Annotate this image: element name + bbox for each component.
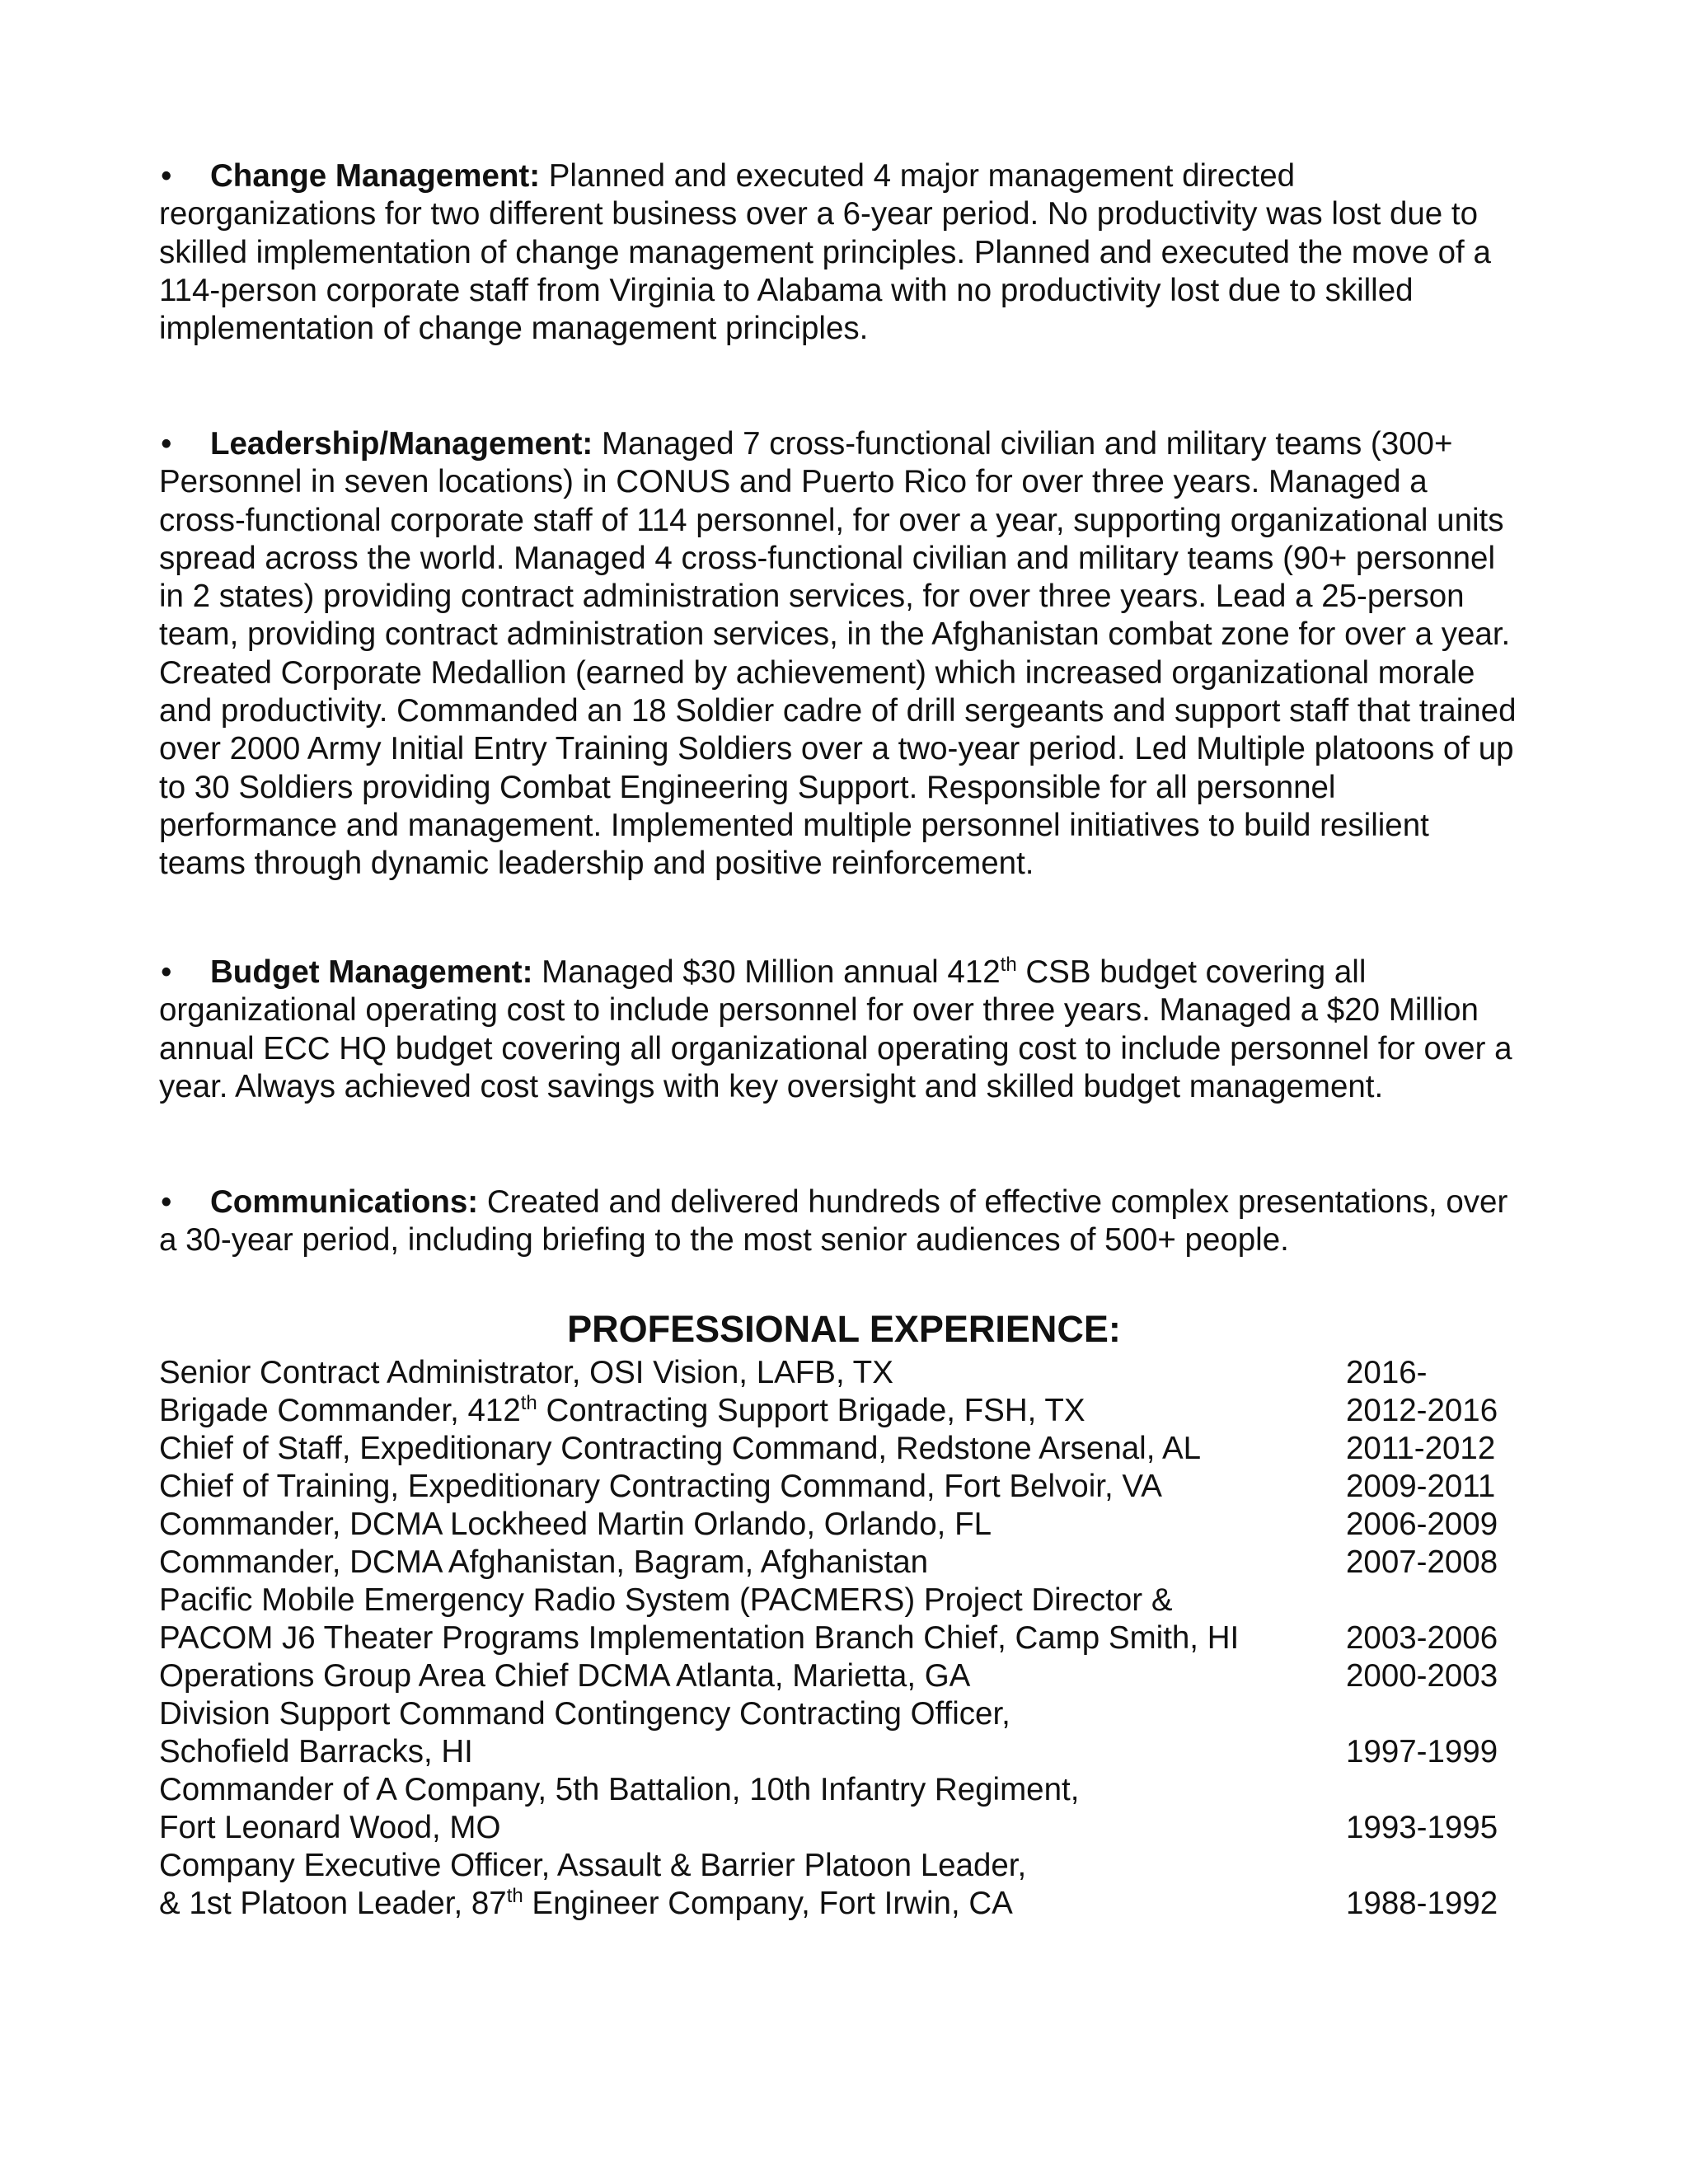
date-range: 2016- [1346,1355,1428,1390]
experience-row [159,1430,1519,1468]
position-title: Fort Leonard Wood, MO [159,1810,501,1845]
experience-row [159,1544,1519,1582]
ordinal-suffix: th [1000,954,1017,977]
position-title: Pacific Mobile Emergency Radio System (PACMERS) Project Director & [159,1582,1173,1618]
experience-row [159,1809,1519,1847]
position-title-part: & 1st Platoon Leader, 87 [159,1886,507,1921]
position-title-part: Brigade Commander, 412 [159,1393,521,1428]
date-range: 1997-1999 [1346,1734,1498,1769]
bullet-communications [159,1183,1519,1260]
date-range: 2007-2008 [1346,1544,1498,1580]
position-title: PACOM J6 Theater Programs Implementation Branch Chief, Camp Smith, HI [159,1620,1240,1656]
position-title [159,1885,1013,1923]
bullet-label: Leadership/Management: [210,426,593,462]
date-range: 1988-1992 [1346,1886,1498,1921]
experience-row [159,1885,1519,1923]
bullet-label: Communications: [210,1184,479,1220]
bullet-text: Managed $30 Million annual 412 [532,954,1001,990]
experience-row [159,1582,1519,1619]
position-title-part: Contracting Support Brigade, FSH, TX [537,1393,1085,1428]
bullet-icon: • [161,426,172,462]
experience-row [159,1733,1519,1771]
date-range: 2003-2006 [1346,1620,1498,1656]
position-title: Chief of Training, Expeditionary Contracting Command, Fort Belvoir, VA [159,1469,1162,1504]
date-range: 2006-2009 [1346,1507,1498,1542]
position-title [159,1392,1085,1430]
ordinal-suffix: th [506,1885,523,1908]
position-title: Commander of A Company, 5th Battalion, 10th Infantry Regiment, [159,1772,1080,1807]
date-range: 2011-2012 [1346,1431,1496,1466]
experience-row [159,1468,1519,1506]
bullet-icon: • [161,158,172,194]
date-range: 2000-2003 [1346,1658,1498,1694]
position-title: Schofield Barracks, HI [159,1734,473,1769]
position-title: Senior Contract Administrator, OSI Vision, LAFB, TX [159,1355,893,1390]
bullet-text-continued: CSB budget covering all organizational operating cost to include personnel for over three years. Managed a $20 Million annual ECC HQ budget covering all organizational operating cost to include personnel for over a year. Always achieved cost savings with key oversight and skilled budget management. [159,954,1512,1104]
experience-list [159,1354,1519,1923]
bullet-change-management [159,157,1519,348]
bullet-label: Change Management: [210,158,541,194]
professional-experience-heading: PROFESSIONAL EXPERIENCE: [567,1308,1121,1350]
experience-row [159,1657,1519,1695]
bullet-text: Planned and executed 4 major management directed reorganizations for two different business over a 6-year period. No productivity was lost due to skilled implementation of change management principles. Planned and executed the move of a 114-person corporate staff from Virginia to Alabama with no productivity lost due to skilled implementation of change management principles. [159,158,1491,347]
bullet-text: Managed 7 cross-functional civilian and military teams (300+ Personnel in seven locations) in CONUS and Puerto Rico for over three years. Managed a cross-functional corporate staff of 114 personnel, for over a year, supporting organizational units spread across the world. Managed 4 cross-functional civilian and military teams (90+ personnel in 2 states) providing contract administration services, for over three years. Lead a 25-person team, providing contract administration services, in the Afghanistan combat zone for over a year. Created Corporate Medallion (earned by achievement) which increased organizational morale and productivity. Commanded an 18 Soldier cadre of drill sergeants and support staff that trained over 2000 Army Initial Entry Training Soldiers over a two-year period. Led Multiple platoons of up to 30 Soldiers providing Combat Engineering Support. Responsible for all personnel performance and management. Implemented multiple personnel initiatives to build resilient teams through dynamic leadership and positive reinforcement. [159,426,1517,882]
position-title: Company Executive Officer, Assault & Barrier Platoon Leader, [159,1848,1027,1883]
position-title: Division Support Command Contingency Contracting Officer, [159,1696,1010,1732]
bullet-leadership-management [159,425,1519,883]
bullet-icon: • [161,1184,172,1220]
experience-row [159,1506,1519,1544]
date-range: 1993-1995 [1346,1810,1498,1845]
experience-row [159,1847,1519,1885]
experience-row [159,1771,1519,1809]
experience-row [159,1619,1519,1657]
bullet-label: Budget Management: [210,954,533,990]
position-title: Operations Group Area Chief DCMA Atlanta, Marietta, GA [159,1658,971,1694]
date-range: 2012-2016 [1346,1393,1498,1428]
bullet-text: Created and delivered hundreds of effective complex presentations, over a 30-year period, including briefing to the most senior audiences of 500+ people. [159,1184,1508,1258]
experience-row [159,1354,1519,1392]
date-range: 2009-2011 [1346,1469,1496,1504]
position-title: Commander, DCMA Lockheed Martin Orlando, Orlando, FL [159,1507,992,1542]
bullet-icon: • [161,954,172,990]
bullet-budget-management [159,954,1519,1106]
ordinal-suffix: th [520,1392,537,1415]
position-title: Commander, DCMA Afghanistan, Bagram, Afghanistan [159,1544,929,1580]
position-title: Chief of Staff, Expeditionary Contracting Command, Redstone Arsenal, AL [159,1431,1202,1466]
experience-row [159,1695,1519,1733]
position-title-part: Engineer Company, Fort Irwin, CA [523,1886,1013,1921]
experience-row [159,1392,1519,1430]
